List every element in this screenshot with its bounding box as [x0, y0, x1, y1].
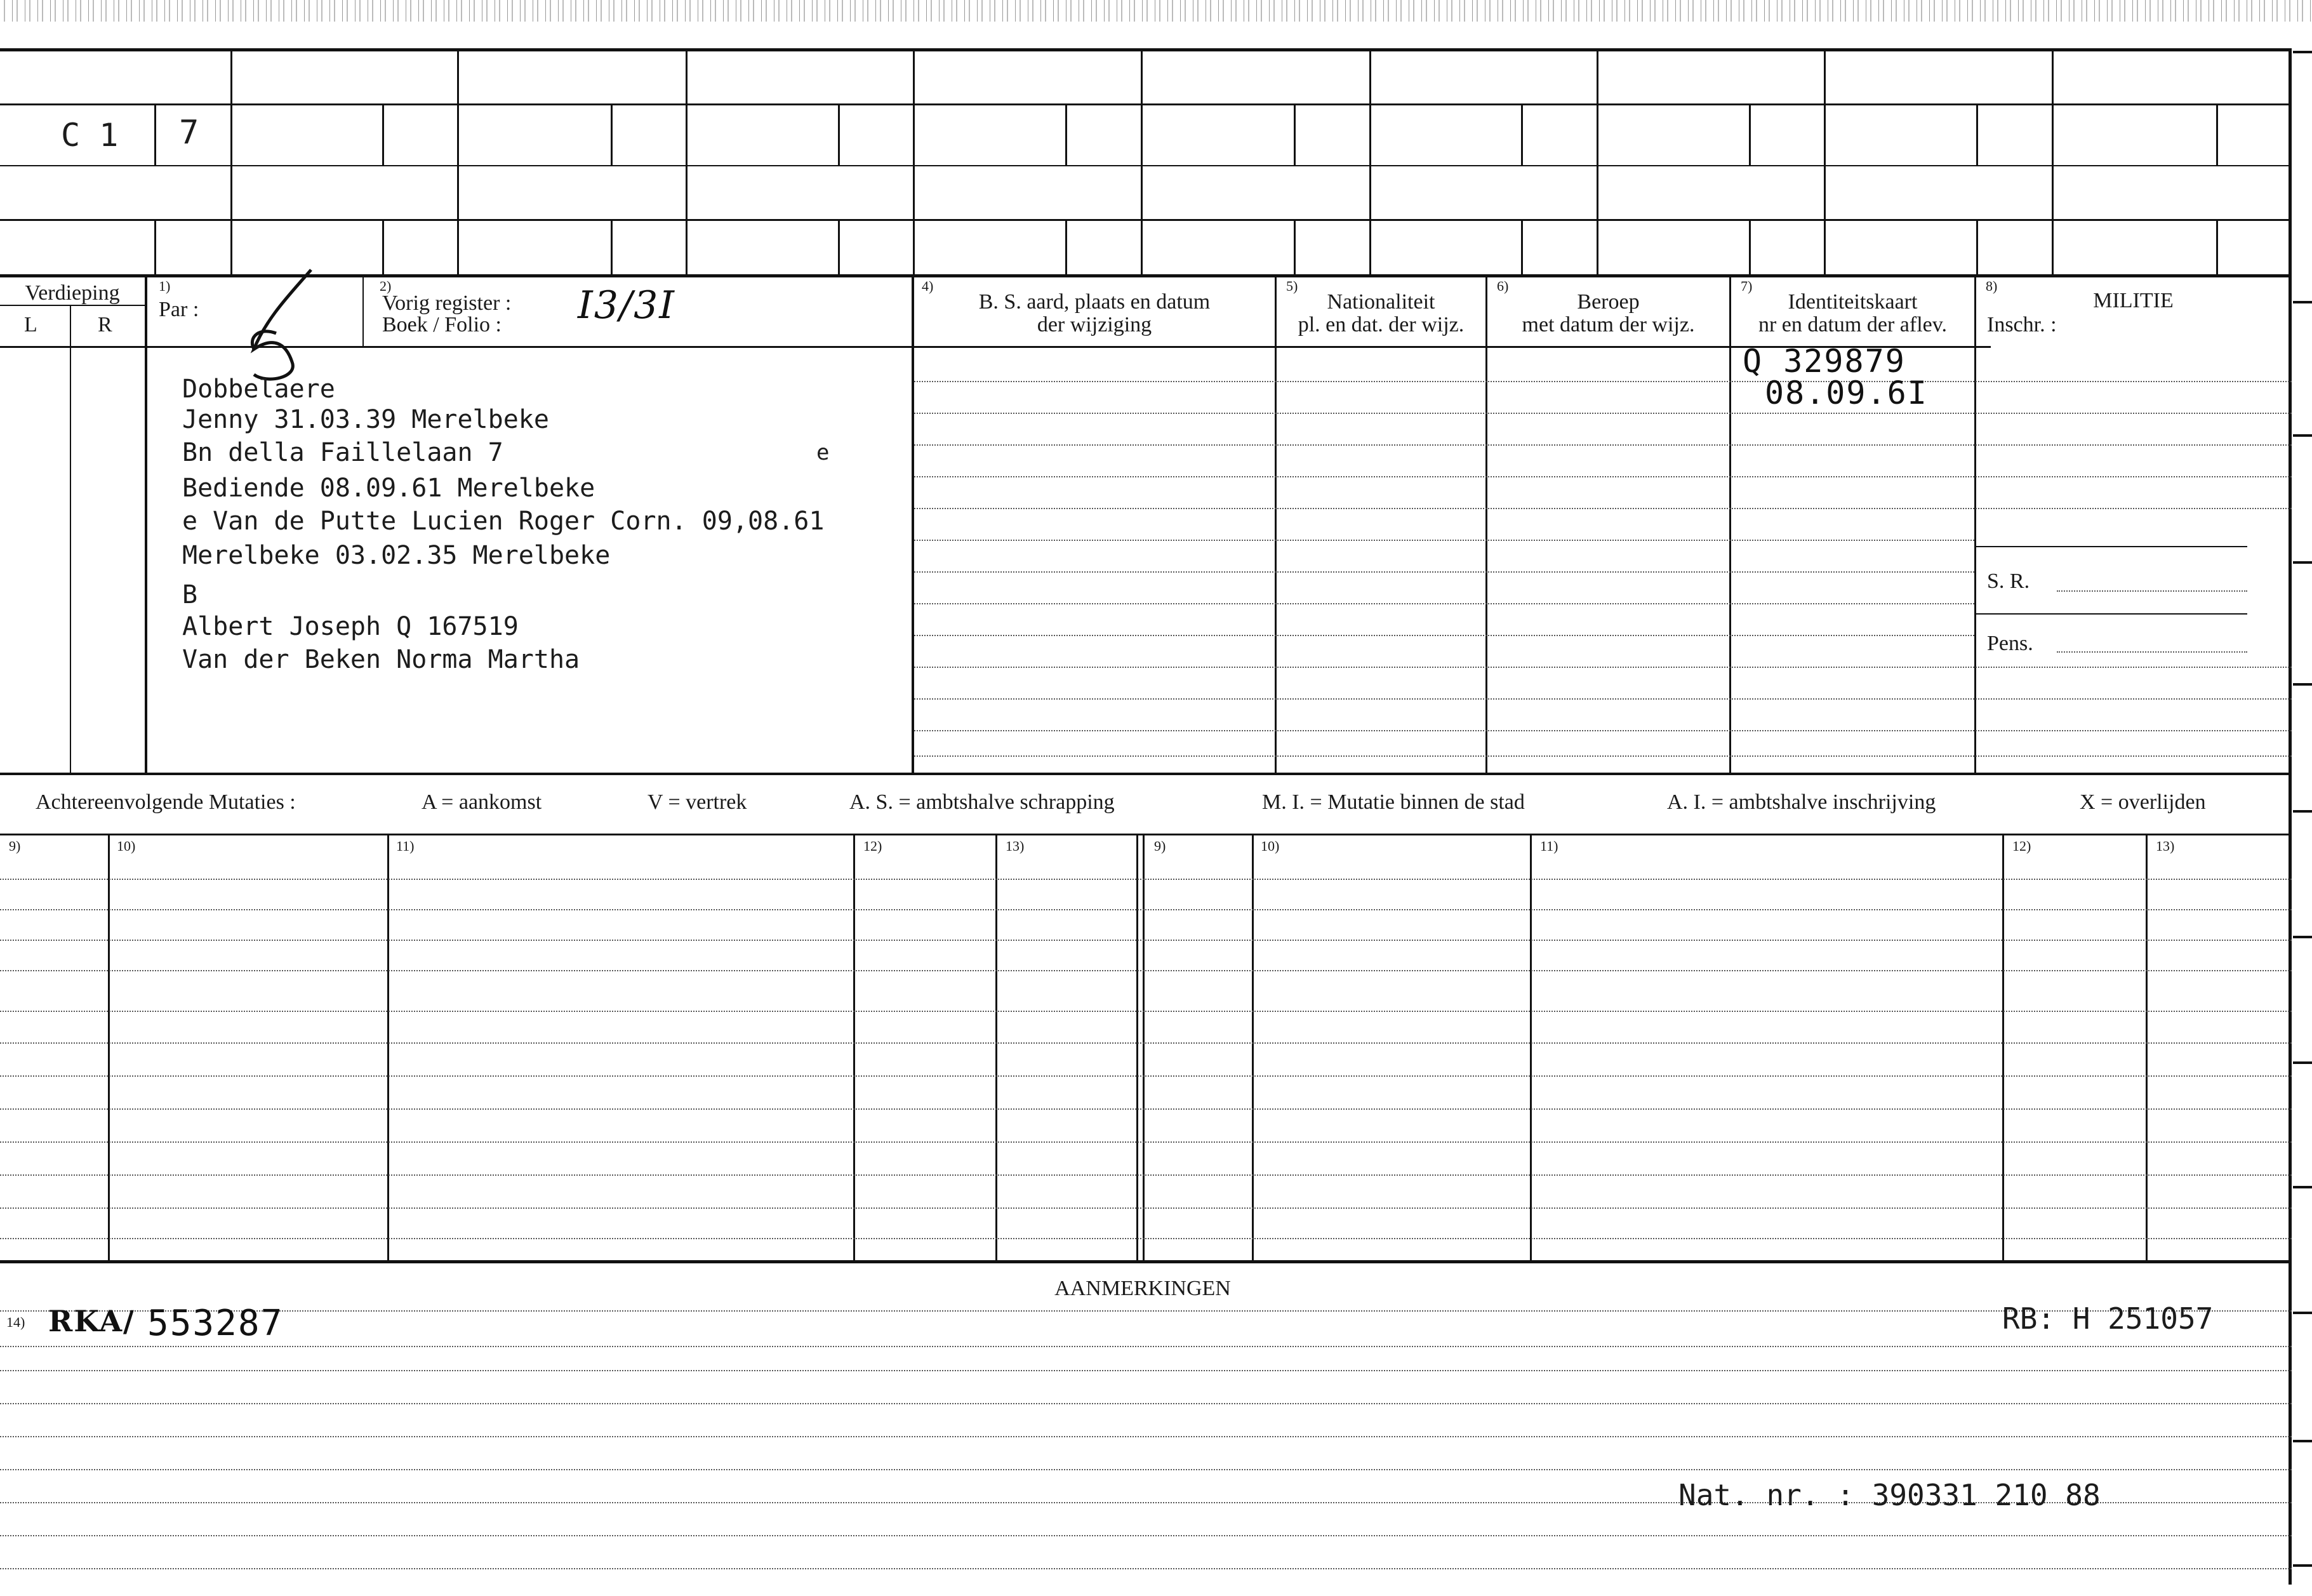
header-inschr: Inschr. :	[1987, 313, 2057, 336]
frame-right	[2289, 48, 2292, 1585]
person-line-3-e: e	[816, 440, 830, 465]
code-c1: C 1	[61, 117, 119, 154]
person-line-7: B	[182, 580, 198, 609]
mutation-col-13b: 13)	[2156, 838, 2175, 854]
header-n1: 1)	[159, 278, 171, 294]
legend-ai: A. I. = ambtshalve inschrijving	[1667, 790, 1936, 814]
header-col4-line1: B. S. aard, plaats en datum	[978, 290, 1211, 314]
header-n8: 8)	[1986, 278, 1998, 294]
person-line-8: Albert Joseph Q 167519	[182, 612, 519, 641]
header-par: Par :	[159, 298, 199, 321]
header-vorig-register: Vorig register :	[382, 291, 512, 315]
header-col7-line1: Identiteitskaart	[1788, 290, 1918, 314]
header-verdieping: Verdieping	[25, 281, 120, 305]
mutation-col-12b: 12)	[2012, 838, 2031, 854]
legend-a: A = aankomst	[422, 790, 542, 814]
person-line-5: e Van de Putte Lucien Roger Corn. 09,08.61	[182, 507, 825, 536]
person-line-4: Bediende 08.09.61 Merelbeke	[182, 474, 595, 503]
header-col5-line1: Nationaliteit	[1327, 290, 1435, 314]
mutation-col-10b: 10)	[1261, 838, 1280, 854]
header-col4-line2: der wijziging	[1037, 313, 1152, 336]
person-line-9: Van der Beken Norma Martha	[182, 645, 580, 674]
id-card-date: 08.09.6I	[1765, 375, 1928, 411]
header-n5: 5)	[1286, 278, 1298, 294]
person-line-3: Bn della Faillelaan 7	[182, 438, 503, 467]
header-R: R	[98, 313, 112, 336]
header-L: L	[24, 313, 37, 336]
header-n7: 7)	[1741, 278, 1753, 294]
remarks-nat-nr: Nat. nr. : 390331 210 88	[1678, 1478, 2101, 1512]
person-line-2: Jenny 31.03.39 Merelbeke	[182, 405, 549, 434]
mutation-col-10a: 10)	[117, 838, 136, 854]
par-handwritten-mark-icon	[241, 267, 330, 387]
header-n6: 6)	[1497, 278, 1509, 294]
remarks-rb: RB: H 251057	[2002, 1301, 2214, 1336]
remarks-rka-number: 553287	[147, 1303, 284, 1344]
militie-pens: Pens.	[1987, 632, 2033, 655]
header-boek-folio: Boek / Folio :	[382, 313, 502, 336]
scan-noise-strip	[0, 0, 2312, 22]
header-col6-line1: Beroep	[1577, 290, 1640, 314]
header-n2: 2)	[380, 278, 392, 294]
code-7: 7	[179, 114, 199, 152]
person-line-1: Dobbelaere	[182, 375, 335, 404]
header-col5-line2: pl. en dat. der wijz.	[1298, 313, 1465, 336]
id-card-number: Q 329879	[1743, 343, 1906, 380]
header-col7-line2: nr en datum der aflev.	[1758, 313, 1948, 336]
mutation-col-9a: 9)	[9, 838, 21, 854]
legend-mi: M. I. = Mutatie binnen de stad	[1262, 790, 1525, 814]
mutations-title: Achtereenvolgende Mutaties :	[36, 790, 296, 814]
mutation-col-11b: 11)	[1540, 838, 1558, 854]
legend-x: X = overlijden	[2080, 790, 2206, 814]
mutation-col-13a: 13)	[1006, 838, 1025, 854]
remarks-rka: RKA/	[48, 1304, 135, 1338]
mutation-col-12a: 12)	[863, 838, 882, 854]
header-militie: MILITIE	[2093, 289, 2174, 312]
legend-as: A. S. = ambtshalve schrapping	[849, 790, 1115, 814]
header-n4: 4)	[922, 278, 934, 294]
remarks-title: AANMERKINGEN	[1054, 1277, 1231, 1300]
frame-top	[0, 48, 2292, 51]
header-col6-line2: met datum der wijz.	[1522, 313, 1695, 336]
register-value: I3/3I	[578, 283, 675, 328]
person-line-6: Merelbeke 03.02.35 Merelbeke	[182, 541, 611, 570]
militie-sr: S. R.	[1987, 569, 2030, 593]
mutation-col-9b: 9)	[1154, 838, 1166, 854]
legend-v: V = vertrek	[648, 790, 747, 814]
remarks-n14: 14)	[6, 1314, 25, 1330]
mutation-col-11a: 11)	[396, 838, 415, 854]
